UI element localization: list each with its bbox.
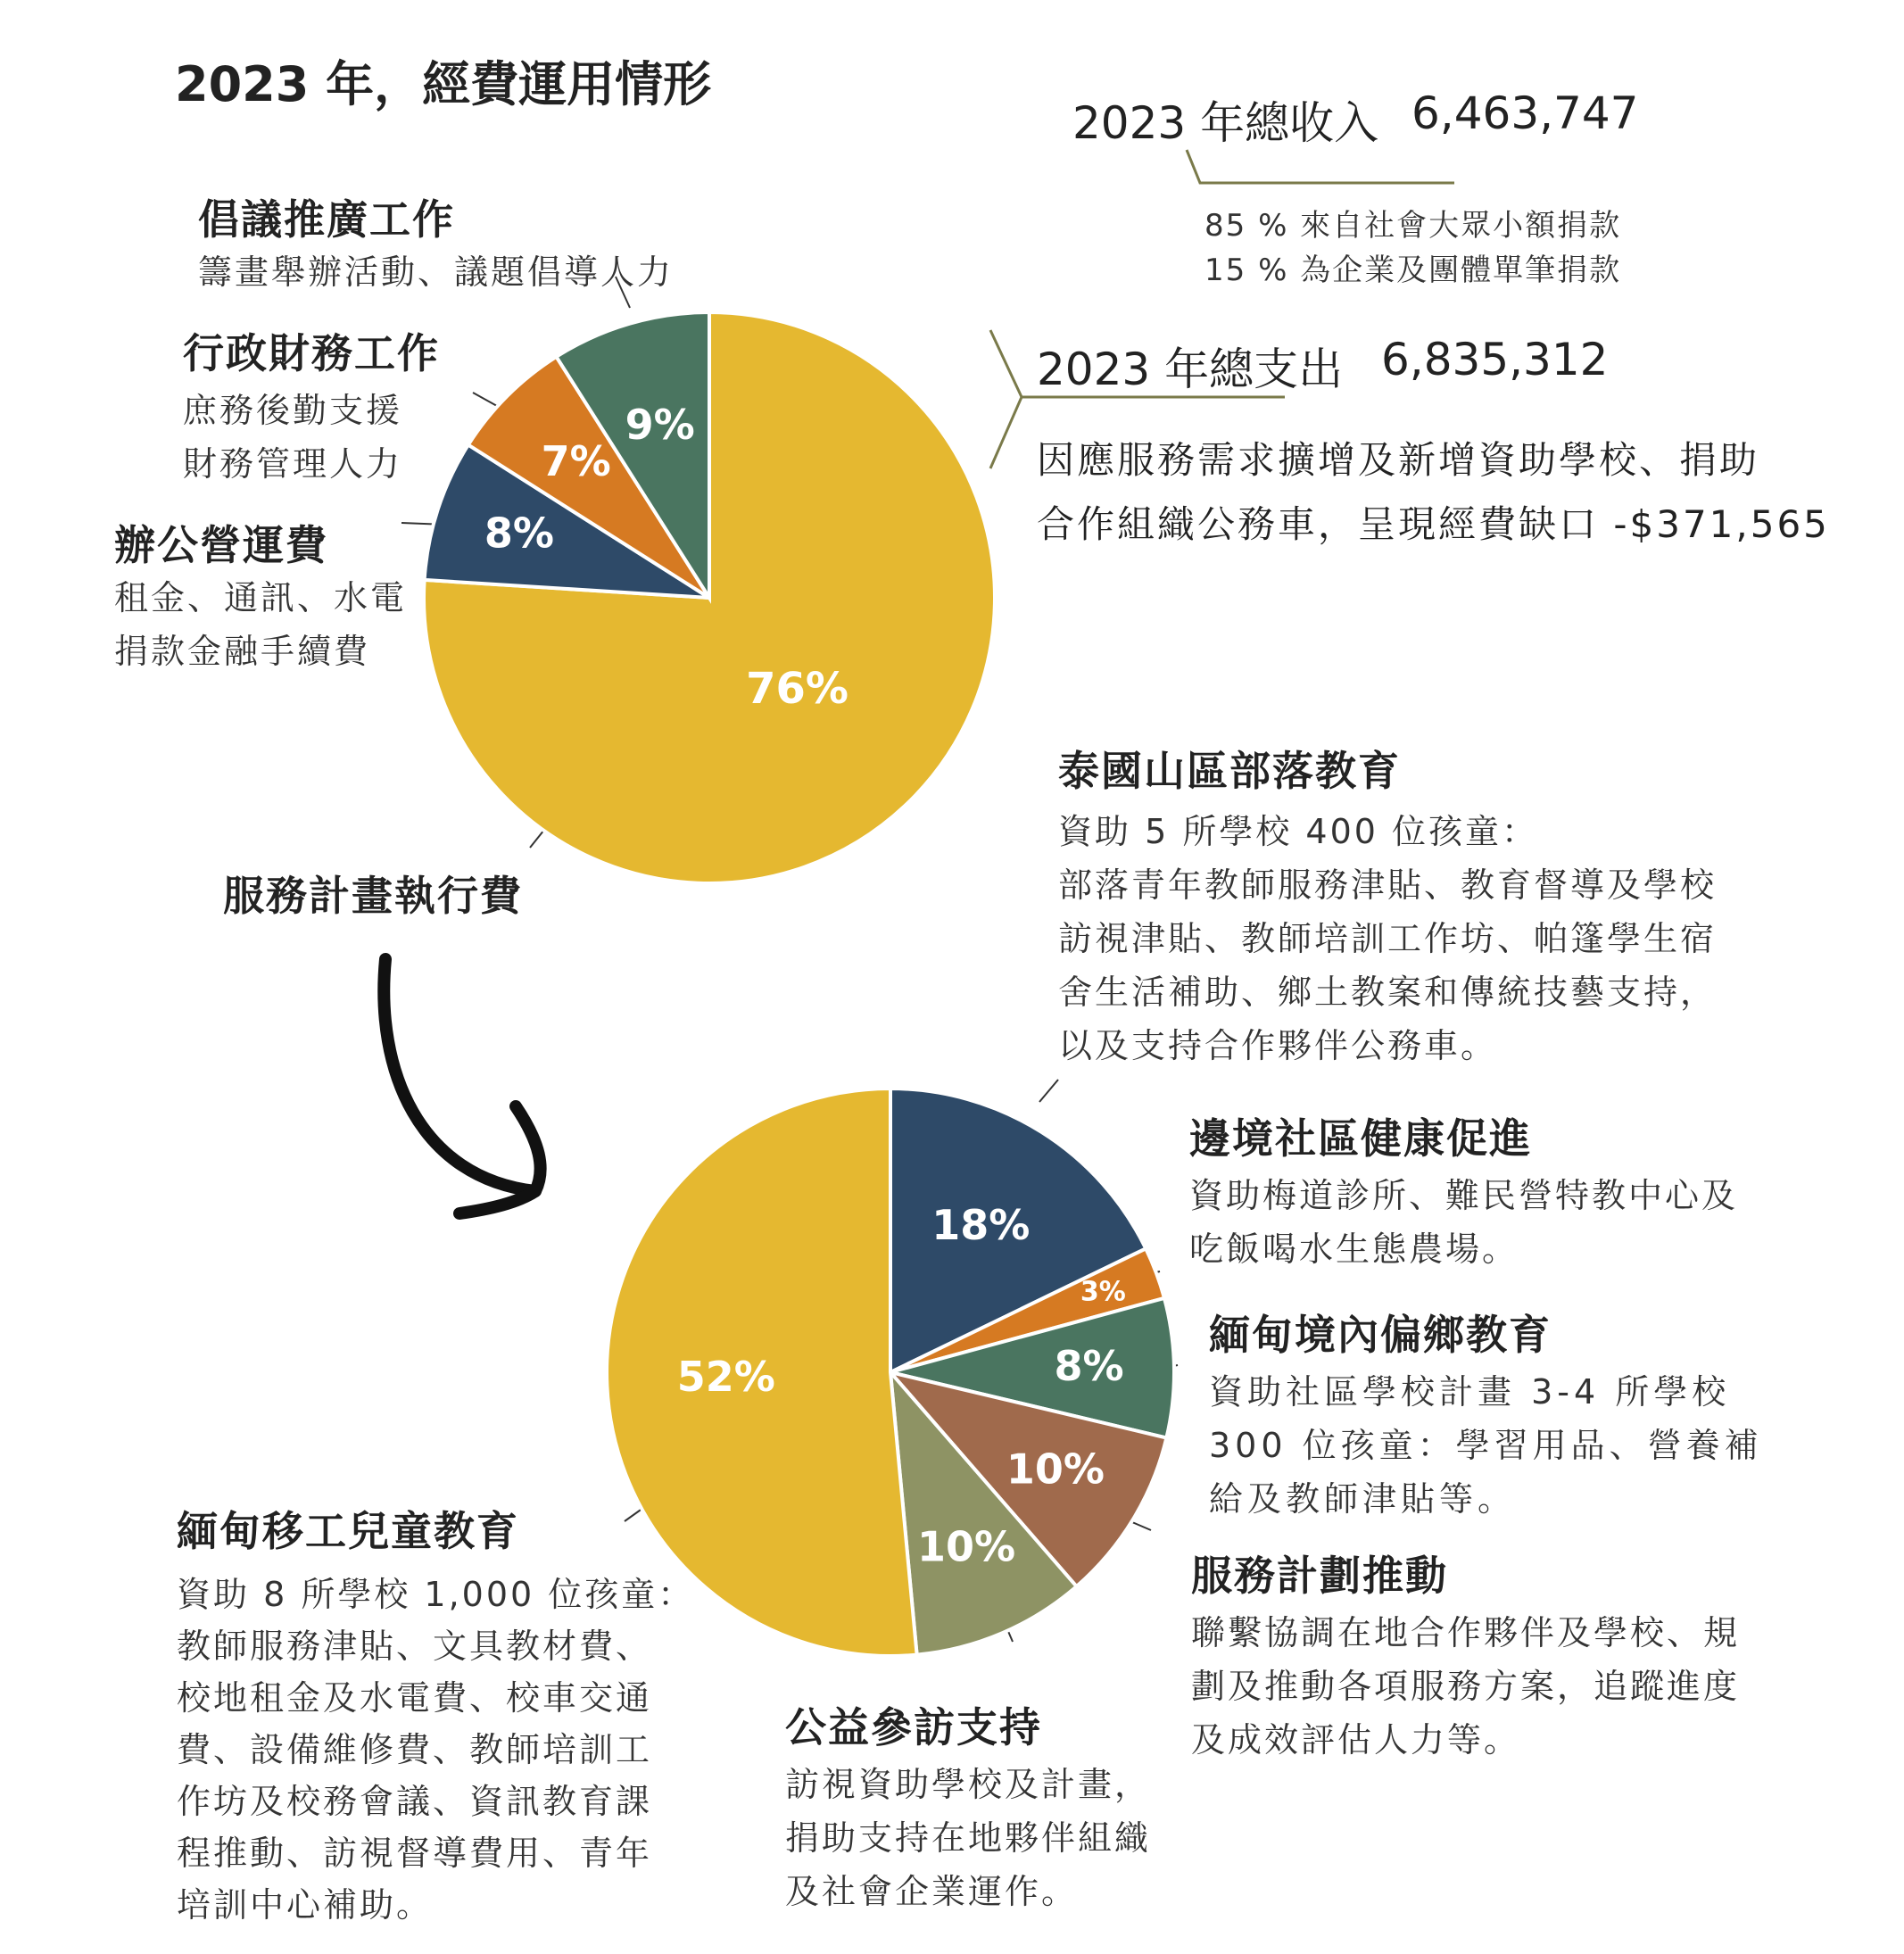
border-line-2: 吃飯喝水生態農場。: [1189, 1230, 1519, 1269]
leader-thai: [1039, 1080, 1058, 1102]
advocacy-line-1: 籌畫舉辦活動、議題倡導人力: [198, 253, 675, 292]
migrant-line-3: 校地租金及水電費、校車交通: [177, 1678, 653, 1718]
income-label: 2023 年總收入: [1072, 97, 1379, 149]
income-connector: [1187, 150, 1454, 183]
flow-arrow-head: [459, 1106, 541, 1213]
pie1-label-3: 9%: [625, 400, 695, 449]
migrant-line-1: 資助 8 所學校 1,000 位孩童：: [177, 1575, 695, 1614]
promotion-line-3: 及成效評估人力等。: [1191, 1720, 1521, 1759]
pie1-label-1: 8%: [484, 509, 555, 558]
myanmar-rural-line-3: 給及教師津貼等。: [1209, 1479, 1517, 1519]
border-line-1: 資助梅道診所、難民營特教中心及: [1189, 1176, 1739, 1215]
thai-line-2: 部落青年教師服務津貼、教育督導及學校: [1058, 865, 1718, 905]
pie2-label-3: 10%: [1006, 1445, 1105, 1494]
visit-line-3: 及社會企業運作。: [785, 1872, 1079, 1911]
migrant-title: 緬甸移工兒童教育: [177, 1507, 519, 1555]
migrant-line-4: 費、設備維修費、教師培訓工: [177, 1730, 653, 1769]
flow-arrow: [384, 959, 535, 1191]
border-title: 邊境社區健康促進: [1189, 1114, 1532, 1163]
promotion-title: 服務計劃推動: [1191, 1552, 1448, 1600]
income-note-2: 15 % 為企業及團體單筆捐款: [1204, 253, 1622, 288]
admin-line-1: 庶務後勤支援: [183, 391, 403, 430]
pie2-label-5: 52%: [676, 1353, 775, 1402]
leader-advocacy: [616, 277, 630, 308]
advocacy-title: 倡議推廣工作: [198, 195, 455, 244]
expense-value: 6,835,312: [1381, 334, 1609, 385]
pie2-label-4: 10%: [917, 1522, 1016, 1571]
pie1-label-2: 7%: [541, 437, 611, 486]
page-title: 2023 年，經費運用情形: [175, 56, 712, 112]
income-note-1: 85 % 來自社會大眾小額捐款: [1204, 208, 1622, 244]
visit-line-2: 捐助支持在地夥伴組織: [785, 1818, 1152, 1858]
expense-connector: [990, 330, 1022, 468]
admin-title: 行政財務工作: [183, 329, 440, 377]
myanmar-rural-line-2: 300 位孩童：學習用品、營養補: [1209, 1426, 1763, 1465]
promotion-line-1: 聯繫協調在地合作夥伴及學校、規: [1191, 1613, 1741, 1652]
service-title: 服務計畫執行費: [223, 872, 523, 920]
pie2-label-2: 8%: [1054, 1342, 1124, 1391]
myanmar-rural-line-1: 資助社區學校計畫 3-4 所學校: [1209, 1372, 1731, 1412]
office-line-1: 租金、通訊、水電: [114, 578, 408, 617]
office-line-2: 捐款金融手續費: [114, 632, 371, 671]
pie1-label-0: 76%: [746, 663, 849, 714]
promotion-line-2: 劃及推動各項服務方案，追蹤進度: [1191, 1667, 1741, 1706]
migrant-line-2: 教師服務津貼、文具教材費、: [177, 1627, 653, 1666]
expense-label: 2023 年總支出: [1037, 344, 1344, 395]
thai-line-4: 舍生活補助、鄉土教案和傳統技藝支持，: [1058, 973, 1718, 1012]
income-value: 6,463,747: [1411, 87, 1639, 139]
expense-note-1: 因應服務需求擴增及新增資助學校、捐助: [1037, 438, 1760, 482]
thai-line-5: 以及支持合作夥伴公務車。: [1058, 1026, 1498, 1065]
migrant-line-6: 程推動、訪視督導費用、青年: [177, 1834, 653, 1873]
admin-line-2: 財務管理人力: [183, 444, 403, 484]
pie2-label-0: 18%: [931, 1200, 1031, 1249]
visit-line-1: 訪視資助學校及計畫，: [785, 1765, 1152, 1804]
migrant-line-5: 作坊及校務會議、資訊教育課: [177, 1782, 653, 1821]
office-title: 辦公營運費: [114, 521, 328, 569]
pie2-label-1: 3%: [1080, 1276, 1126, 1308]
thai-title: 泰國山區部落教育: [1058, 747, 1401, 795]
myanmar-rural-title: 緬甸境內偏鄉教育: [1209, 1311, 1552, 1359]
thai-line-3: 訪視津貼、教師培訓工作坊、帕篷學生宿: [1058, 919, 1718, 958]
expense-note-2: 合作組織公務車，呈現經費缺口 -$371,565: [1037, 502, 1830, 546]
migrant-line-7: 培訓中心補助。: [177, 1885, 434, 1925]
pie-chart-total-expense: [424, 312, 995, 883]
pie-chart-service-breakdown: [607, 1089, 1174, 1656]
thai-line-1: 資助 5 所學校 400 位孩童：: [1058, 812, 1539, 851]
visit-title: 公益參訪支持: [785, 1703, 1042, 1751]
